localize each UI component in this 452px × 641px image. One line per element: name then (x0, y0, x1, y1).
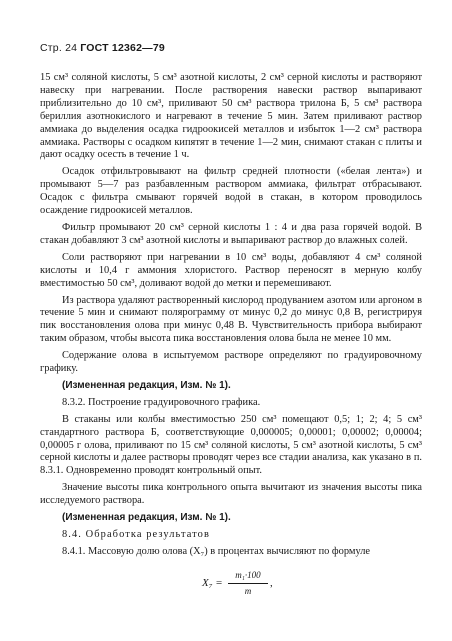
formula-fraction (228, 569, 268, 598)
formula-numerator: m₁·100 (228, 569, 268, 584)
section-heading-8-4-1: 8.4.1. Массовую долю олова (X₇) в процентах вычисляют по формуле (62, 545, 371, 557)
section-heading-8-3-2: 8.3.2. Построение градуировочного графика. (62, 396, 261, 408)
standard-designation: ГОСТ 12362—79 (80, 42, 165, 54)
page-number: Стр. 24 (40, 42, 78, 54)
edit-note: (Измененная редакция, Изм. № 1). (62, 379, 231, 391)
section-heading-8-4: 8.4. Обработка результатов (62, 529, 210, 540)
formula-trailing-comma: , (270, 576, 273, 589)
paragraph-blank-subtract: Значение высоты пика контрольного опыта вычитают из значения высоты пика исследуемого раствора. (40, 482, 422, 507)
edit-note: (Измененная редакция, Изм. № 1). (62, 512, 231, 524)
formula-tin-fraction (40, 569, 422, 597)
paragraph-dissolution: 15 см³ соляной кислоты, 5 см³ азотной кислоты, 2 см³ серной кислоты и растворяют навеску при нагревании. После растворения навески раствор выпаривают приблизительно до 10 см³, приливают 50 см³ раствора трилона Б, 5 см³ раствора бериллия азотнокислого и нагревают в течение 5 мин. Затем приливают раствор аммиака до выделения осадка гидроокисей металлов и избыток 1—2 см³ раствора аммиака. Растворы с осадком кипятят в течение 1—2 мин, снимают стакан с плиты и дают осадку осесть в течение 1 ч. (40, 72, 422, 161)
paragraph-filter-wash: Фильтр промывают 20 см³ серной кислоты 1 : 4 и два раза горячей водой. В стакан добавляют 3 см³ азотной кислоты и выпаривают раствор до влажных солей. (40, 221, 422, 246)
paragraph-polarogram: Из раствора удаляют растворенный кислород продуванием азотом или аргоном в течение 5 мин и снимают полярограмму от минус 0,2 до минус 0,8 В, регистрируя пик восстановления олова при минус 0,48 В. Чувствительность прибора выбирают таким образом, чтобы высота пика восстановления олова была не менее 10 мм. (40, 294, 422, 345)
formula-denominator: m (244, 585, 252, 596)
paragraph-salts: Соли растворяют при нагревании в 10 см³ воды, добавляют 4 см³ соляной кислоты и 10,4 г аммония хлористого. Раствор переносят в мерную колбу вместимостью 50 см³, доливают водой до метки и перемешивают. (40, 251, 422, 289)
page-header (40, 42, 165, 54)
document-body (40, 72, 422, 597)
paragraph-calibration: В стаканы или колбы вместимостью 250 см³ помещают 0,5; 1; 2; 4; 5 см³ стандартного раствора Б, соответствующие 0,000005; 0,00001; 0,00002; 0,00004; 0,00005 г олова, приливают по 15 см³ соляной кислоты, 5 см³ азотной кислоты, 5 см³ серной кислоты и далее растворы проводят через все стадии анализа, как указано в п. 8.3.1. Одновременно проводят контрольный опыт. (40, 413, 422, 477)
paragraph-tin-content: Содержание олова в испытуемом растворе определяют по градуировочному графику. (40, 350, 422, 375)
paragraph-filtration: Осадок отфильтровывают на фильтр средней плотности («белая лента») и промывают 5—7 раз разбавленным раствором аммиака, фильтрат отбрасывают. Осадок с фильтра смывают горячей водой в стакан, в котором проводилось осаждение гидроокисей металлов. (40, 166, 422, 217)
formula-lhs: X₇ = (202, 576, 223, 589)
